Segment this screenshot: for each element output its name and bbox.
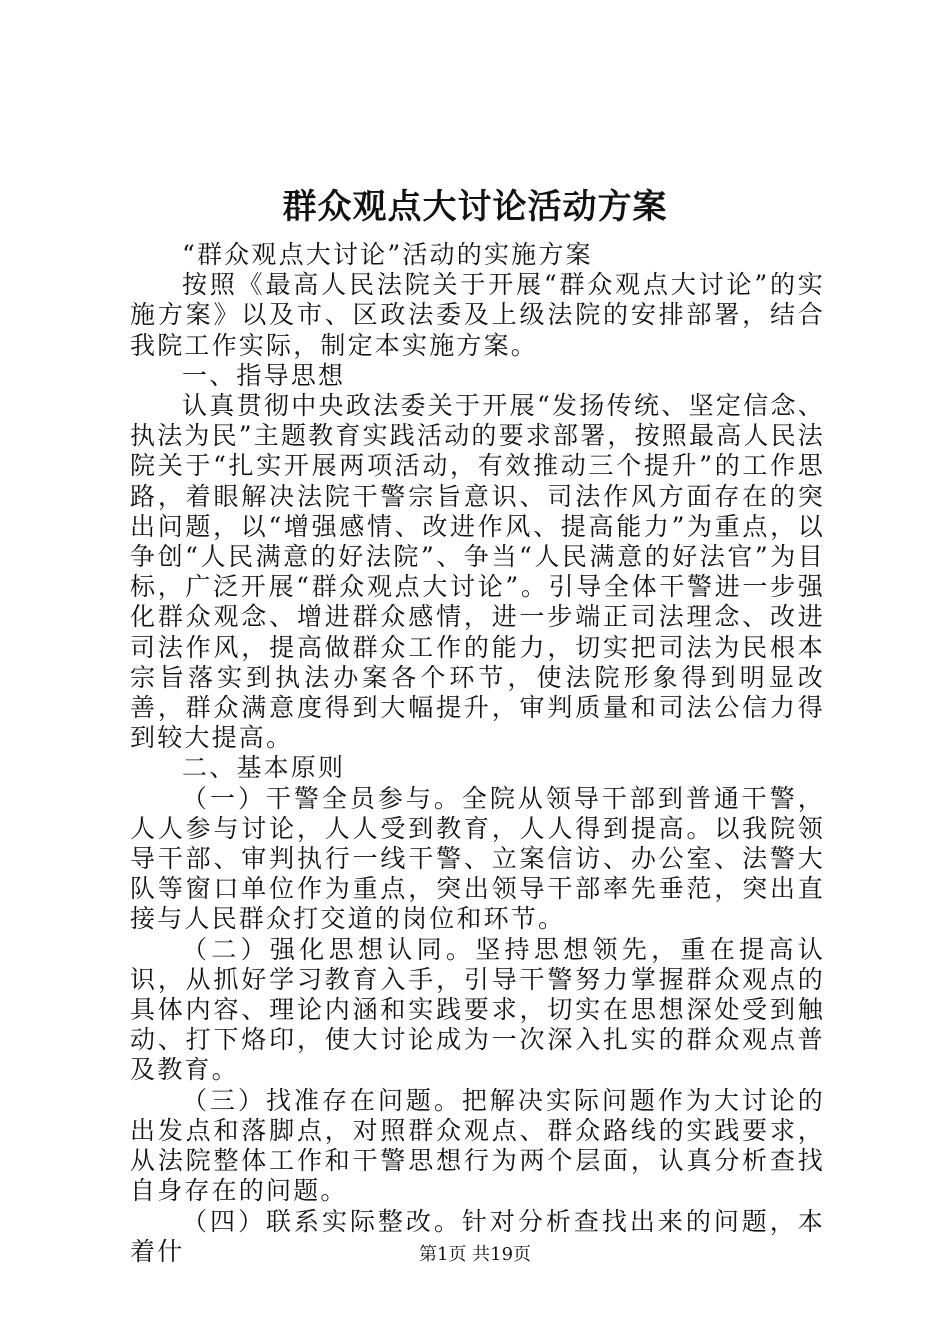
subtitle-paragraph: “群众观点大讨论”活动的实施方案: [182, 240, 593, 269]
document-title: 群众观点大讨论活动方案: [282, 187, 668, 227]
principle-paragraph-4: （四）联系实际整改。针对分析查找出来的问题，本着什: [130, 1206, 825, 1266]
section-heading-guiding-thought: 一、指导思想: [182, 360, 346, 390]
intro-paragraph: 按照《最高人民法院关于开展“群众观点大讨论”的实施方案》以及市、区政法委及上级法院的安排部署，结合我院工作实际，制定本实施方案。: [130, 270, 825, 360]
page-footer: 第1页 共19页: [418, 1244, 532, 1265]
document-body: [130, 240, 825, 1267]
principle-paragraph-3: （三）找准存在问题。把解决实际问题作为大讨论的出发点和落脚点，对照群众观点、群众路线的实践要求，从法院整体工作和干警思想行为两个层面，认真分析查找自身存在的问题。: [130, 1085, 825, 1206]
guiding-thought-paragraph: 认真贯彻中央政法委关于开展“发扬传统、坚定信念、执法为民”主题教育实践活动的要求部署，按照最高人民法院关于“扎实开展两项活动，有效推动三个提升”的工作思路，着眼解决法院干警宗旨意识、司法作风方面存在的突出问题，以“增强感情、改进作风、提高能力”为重点，以争创“人民满意的好法院”、争当“人民满意的好法官”为目标，广泛开展“群众观点大讨论”。引导全体干警进一步强化群众观念、增进群众感情，进一步端正司法理念、改进司法作风，提高做群众工作的能力，切实把司法为民根本宗旨落实到执法办案各个环节，使法院形象得到明显改善，群众满意度得到大幅提升，审判质量和司法公信力得到较大提高。: [130, 391, 825, 753]
principle-paragraph-2: （二）强化思想认同。坚持思想领先，重在提高认识，从抓好学习教育入手，引导干警努力掌握群众观点的具体内容、理论内涵和实践要求，切实在思想深处受到触动、打下烙印，使大讨论成为一次深入扎实的群众观点普及教育。: [130, 934, 825, 1085]
principle-paragraph-1: （一）干警全员参与。全院从领导干部到普通干警，人人参与讨论，人人受到教育，人人得到提高。以我院领导干部、审判执行一线干警、立案信访、办公室、法警大队等窗口单位作为重点，突出领导干部率先垂范，突出直接与人民群众打交道的岗位和环节。: [130, 783, 825, 934]
section-heading-basic-principles: 二、基本原则: [182, 753, 346, 783]
